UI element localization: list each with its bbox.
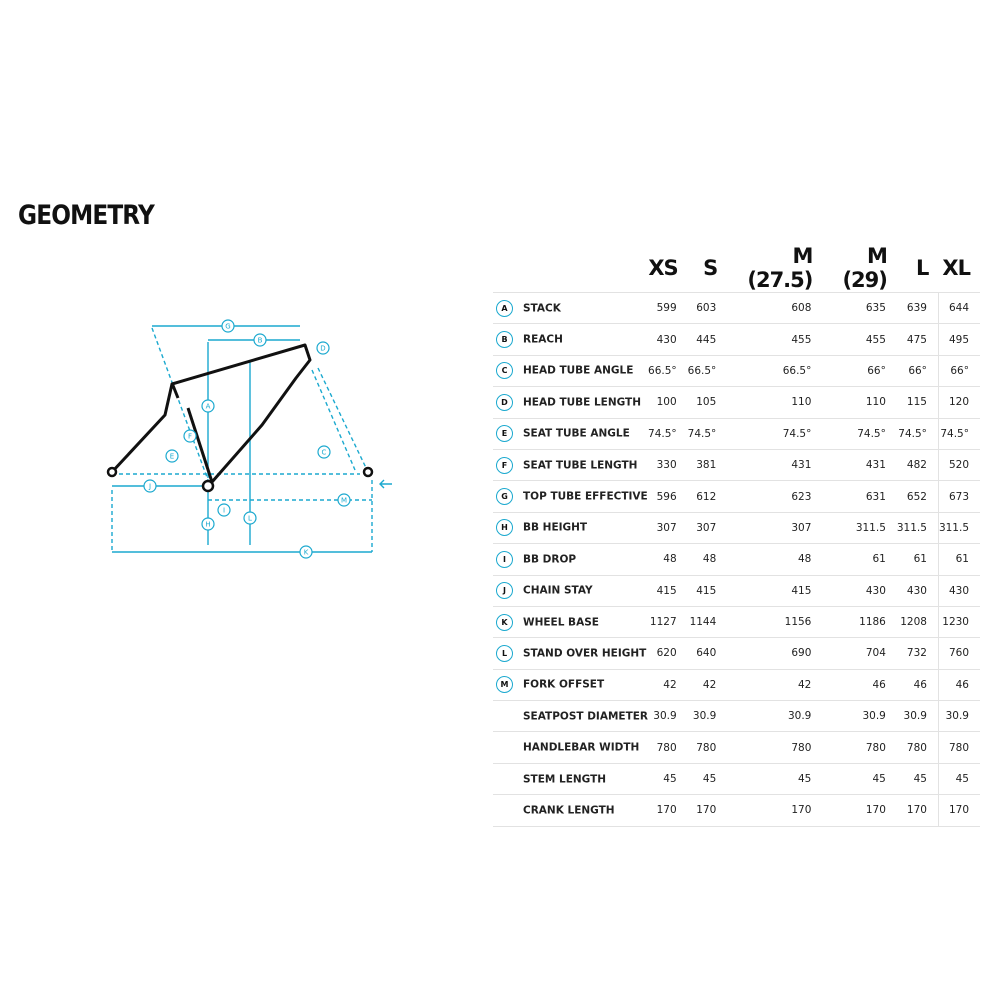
value-cell: 430 xyxy=(897,575,939,606)
row-label-cell xyxy=(493,449,648,480)
value-cell: 1127 xyxy=(648,606,688,637)
label-l: L xyxy=(248,514,252,523)
value-cell: 652 xyxy=(897,481,939,512)
value-cell: 330 xyxy=(648,449,688,480)
table-row xyxy=(493,418,980,449)
value-cell: 780 xyxy=(688,732,728,763)
table-row xyxy=(493,544,980,575)
size-header: M (29) xyxy=(842,244,887,292)
value-cell: 30.9 xyxy=(897,701,939,732)
size-header-row xyxy=(493,244,980,293)
table-row xyxy=(493,512,980,543)
dimension-label: WHEEL BASE xyxy=(523,616,599,629)
value-cell: 170 xyxy=(897,795,939,826)
row-label-cell xyxy=(493,293,648,324)
value-cell: 61 xyxy=(897,544,939,575)
value-cell: 631 xyxy=(822,481,897,512)
value-cell: 431 xyxy=(727,449,822,480)
table-row xyxy=(493,293,980,324)
frame-geometry-diagram xyxy=(100,315,400,575)
value-cell: 74.5° xyxy=(822,418,897,449)
dimension-code-badge: M xyxy=(496,676,513,693)
value-cell: 66° xyxy=(938,355,980,386)
value-cell: 430 xyxy=(938,575,980,606)
label-c: C xyxy=(321,448,327,457)
value-cell: 455 xyxy=(822,324,897,355)
row-label-cell xyxy=(493,387,648,418)
value-cell: 644 xyxy=(938,293,980,324)
dimension-label: HEAD TUBE ANGLE xyxy=(523,364,634,377)
value-cell: 455 xyxy=(727,324,822,355)
value-cell: 66° xyxy=(897,355,939,386)
dimension-label: FORK OFFSET xyxy=(523,678,605,691)
value-cell: 307 xyxy=(688,512,728,543)
value-cell: 640 xyxy=(688,638,728,669)
value-cell: 596 xyxy=(648,481,688,512)
value-cell: 673 xyxy=(938,481,980,512)
value-cell: 612 xyxy=(688,481,728,512)
dimension-code-badge: C xyxy=(496,362,513,379)
table-row xyxy=(493,481,980,512)
value-cell: 1144 xyxy=(688,606,728,637)
front-axle-arrow xyxy=(380,480,392,488)
dimension-code-badge: H xyxy=(496,519,513,536)
value-cell: 74.5° xyxy=(727,418,822,449)
table-row xyxy=(493,669,980,700)
label-k: K xyxy=(303,548,309,557)
value-cell: 74.5° xyxy=(648,418,688,449)
label-i: I xyxy=(222,506,226,515)
value-cell: 74.5° xyxy=(688,418,728,449)
value-cell: 732 xyxy=(897,638,939,669)
table-row xyxy=(493,387,980,418)
value-cell: 1156 xyxy=(727,606,822,637)
value-cell: 105 xyxy=(688,387,728,418)
label-e: E xyxy=(169,452,175,461)
value-cell: 704 xyxy=(822,638,897,669)
size-header: XS xyxy=(648,256,678,280)
value-cell: 311.5 xyxy=(897,512,939,543)
value-cell: 170 xyxy=(727,795,822,826)
dimension-label: BB HEIGHT xyxy=(523,521,588,534)
value-cell: 170 xyxy=(688,795,728,826)
value-cell: 780 xyxy=(648,732,688,763)
value-cell: 1208 xyxy=(897,606,939,637)
value-cell: 42 xyxy=(727,669,822,700)
dimension-code-badge: J xyxy=(496,582,513,599)
table-row xyxy=(493,732,980,763)
value-cell: 30.9 xyxy=(938,701,980,732)
row-label-cell xyxy=(493,544,648,575)
table-row xyxy=(493,606,980,637)
value-cell: 1230 xyxy=(938,606,980,637)
value-cell: 45 xyxy=(897,763,939,794)
value-cell: 495 xyxy=(938,324,980,355)
value-cell: 48 xyxy=(688,544,728,575)
table-row xyxy=(493,795,980,826)
frame-outline xyxy=(112,345,310,482)
value-cell: 415 xyxy=(688,575,728,606)
value-cell: 623 xyxy=(727,481,822,512)
dimension-label: SEATPOST DIAMETER xyxy=(523,710,649,723)
table-row xyxy=(493,575,980,606)
row-label-cell xyxy=(493,575,648,606)
value-cell: 74.5° xyxy=(897,418,939,449)
value-cell: 430 xyxy=(648,324,688,355)
dimension-code-badge: E xyxy=(496,425,513,442)
value-cell: 307 xyxy=(727,512,822,543)
value-cell: 61 xyxy=(822,544,897,575)
dimension-code-badge: A xyxy=(496,300,513,317)
dimension-label: TOP TUBE EFFECTIVE xyxy=(523,490,648,503)
row-label-cell xyxy=(493,606,648,637)
dimension-label: STAND OVER HEIGHT xyxy=(523,647,647,660)
value-cell: 45 xyxy=(688,763,728,794)
value-cell: 635 xyxy=(822,293,897,324)
size-header: S xyxy=(703,256,718,280)
dimension-label: CRANK LENGTH xyxy=(523,804,615,817)
geometry-table xyxy=(493,244,980,827)
page-title: GEOMETRY xyxy=(18,200,155,231)
size-header: M (27.5) xyxy=(747,244,813,292)
value-cell: 603 xyxy=(688,293,728,324)
value-cell: 46 xyxy=(897,669,939,700)
value-cell: 66.5° xyxy=(688,355,728,386)
dimension-code-badge: G xyxy=(496,488,513,505)
value-cell: 30.9 xyxy=(727,701,822,732)
dimension-code-badge: K xyxy=(496,614,513,631)
value-cell: 482 xyxy=(897,449,939,480)
label-m: M xyxy=(340,496,348,505)
dimension-code-badge: F xyxy=(496,457,513,474)
value-cell: 760 xyxy=(938,638,980,669)
label-a: A xyxy=(205,402,211,411)
value-cell: 46 xyxy=(822,669,897,700)
label-g: G xyxy=(225,322,231,331)
value-cell: 415 xyxy=(727,575,822,606)
value-cell: 45 xyxy=(727,763,822,794)
label-f: F xyxy=(187,432,193,441)
size-header: L xyxy=(916,256,929,280)
value-cell: 639 xyxy=(897,293,939,324)
dimension-code-badge xyxy=(496,708,513,725)
value-cell: 780 xyxy=(938,732,980,763)
dimension-label: REACH xyxy=(523,333,563,346)
value-cell: 66.5° xyxy=(648,355,688,386)
value-cell: 45 xyxy=(822,763,897,794)
dimension-label: STEM LENGTH xyxy=(523,773,607,786)
value-cell: 690 xyxy=(727,638,822,669)
value-cell: 42 xyxy=(688,669,728,700)
dimension-code-badge: L xyxy=(496,645,513,662)
dimension-code-badge xyxy=(496,802,513,819)
label-d: D xyxy=(320,344,326,353)
value-cell: 42 xyxy=(648,669,688,700)
row-label-cell xyxy=(493,481,648,512)
value-cell: 30.9 xyxy=(688,701,728,732)
dimension-label: SEAT TUBE ANGLE xyxy=(523,427,630,440)
table-row xyxy=(493,449,980,480)
row-label-cell xyxy=(493,763,648,794)
seat-tube-extension xyxy=(152,328,208,480)
label-h: H xyxy=(205,520,211,529)
value-cell: 381 xyxy=(688,449,728,480)
value-cell: 599 xyxy=(648,293,688,324)
dimension-label: STACK xyxy=(523,302,561,315)
value-cell: 170 xyxy=(822,795,897,826)
value-cell: 45 xyxy=(648,763,688,794)
value-cell: 307 xyxy=(648,512,688,543)
dimension-code-badge: I xyxy=(496,551,513,568)
rear-axle xyxy=(108,468,116,476)
row-label-cell xyxy=(493,355,648,386)
value-cell: 311.5 xyxy=(822,512,897,543)
size-header: XL xyxy=(942,256,970,280)
dimension-code-badge xyxy=(496,771,513,788)
value-cell: 311.5 xyxy=(938,512,980,543)
value-cell: 66° xyxy=(822,355,897,386)
value-cell: 780 xyxy=(822,732,897,763)
value-cell: 170 xyxy=(648,795,688,826)
value-cell: 430 xyxy=(822,575,897,606)
value-cell: 608 xyxy=(727,293,822,324)
row-label-cell xyxy=(493,638,648,669)
dimension-label: HANDLEBAR WIDTH xyxy=(523,741,640,754)
label-b: B xyxy=(257,336,263,345)
value-cell: 115 xyxy=(897,387,939,418)
value-cell: 780 xyxy=(727,732,822,763)
value-cell: 1186 xyxy=(822,606,897,637)
table-row xyxy=(493,355,980,386)
dimension-label: SEAT TUBE LENGTH xyxy=(523,459,638,472)
value-cell: 74.5° xyxy=(938,418,980,449)
table-row xyxy=(493,638,980,669)
value-cell: 120 xyxy=(938,387,980,418)
table-row xyxy=(493,701,980,732)
value-cell: 520 xyxy=(938,449,980,480)
value-cell: 415 xyxy=(648,575,688,606)
value-cell: 780 xyxy=(897,732,939,763)
value-cell: 170 xyxy=(938,795,980,826)
value-cell: 48 xyxy=(648,544,688,575)
row-label-cell xyxy=(493,512,648,543)
value-cell: 48 xyxy=(727,544,822,575)
row-label-cell xyxy=(493,418,648,449)
dimension-label: BB DROP xyxy=(523,553,577,566)
table-row xyxy=(493,763,980,794)
value-cell: 620 xyxy=(648,638,688,669)
value-cell: 30.9 xyxy=(822,701,897,732)
table-row xyxy=(493,324,980,355)
seat-post xyxy=(172,383,178,398)
value-cell: 30.9 xyxy=(648,701,688,732)
row-label-cell xyxy=(493,795,648,826)
value-cell: 110 xyxy=(727,387,822,418)
dimension-label: CHAIN STAY xyxy=(523,584,593,597)
label-j: J xyxy=(148,482,152,491)
header-spacer xyxy=(493,244,648,293)
dimension-code-badge xyxy=(496,739,513,756)
value-cell: 431 xyxy=(822,449,897,480)
row-label-cell xyxy=(493,732,648,763)
dimension-code-badge: B xyxy=(496,331,513,348)
bottom-bracket xyxy=(203,481,213,491)
dimension-label: HEAD TUBE LENGTH xyxy=(523,396,642,409)
value-cell: 110 xyxy=(822,387,897,418)
row-label-cell xyxy=(493,701,648,732)
row-label-cell xyxy=(493,669,648,700)
value-cell: 61 xyxy=(938,544,980,575)
row-label-cell xyxy=(493,324,648,355)
value-cell: 45 xyxy=(938,763,980,794)
value-cell: 475 xyxy=(897,324,939,355)
value-cell: 66.5° xyxy=(727,355,822,386)
value-cell: 445 xyxy=(688,324,728,355)
dimension-code-badge: D xyxy=(496,394,513,411)
value-cell: 100 xyxy=(648,387,688,418)
front-axle xyxy=(364,468,372,476)
value-cell: 46 xyxy=(938,669,980,700)
